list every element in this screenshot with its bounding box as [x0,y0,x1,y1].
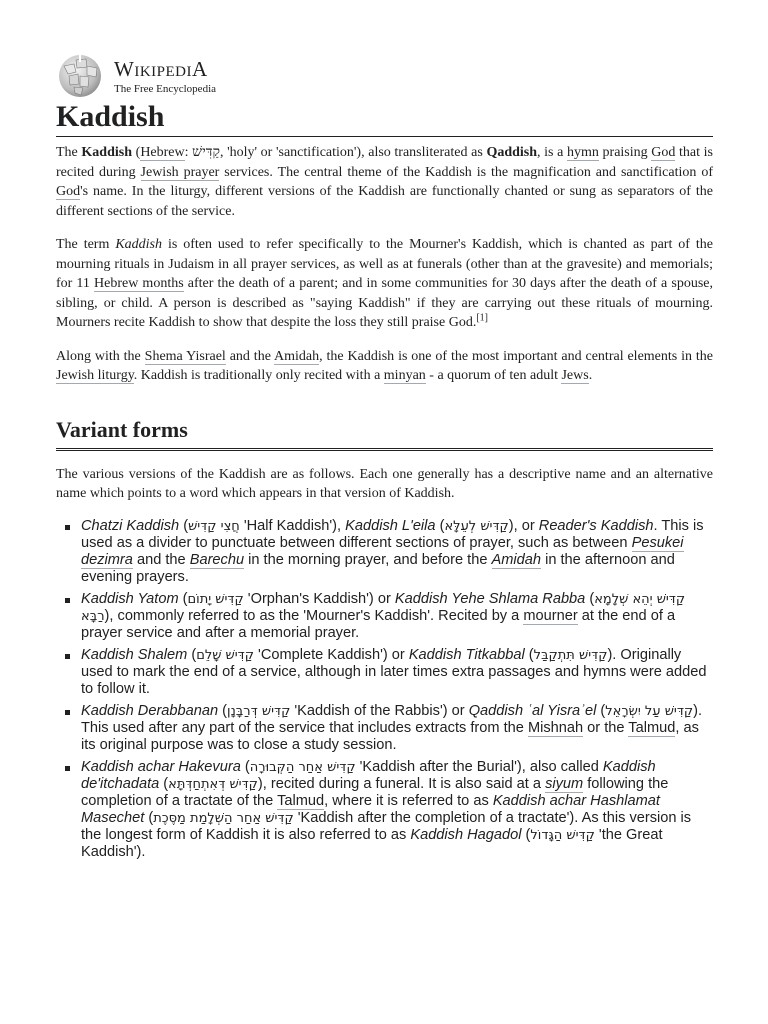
link-god-name[interactable]: God [56,184,81,199]
wikipedia-globe-logo[interactable] [56,54,106,98]
wikipedia-header[interactable] [56,54,713,98]
bold-term-kaddish: Kaddish [81,145,132,160]
bold-term-qaddish: Qaddish [486,145,538,160]
intro-paragraph-3: Along with the Shema Yisrael and the Amidah, the Kaddish is one of the most important and central elements in the Jewish liturgy. Kaddish is traditionally only recited with a minyan - a quorum of ten adult Jews. [56,348,714,383]
intro-paragraph-1: The Kaddish (Hebrew: קַדִּישׁ, 'holy' or 'sanctification'), also transliterated as Qaddish, is a hymn praising God that is recited during Jewish prayer services. The central theme of the Kaddish is the magnification and sanctification of God's name. In the liturgy, different versions of the Kaddish are functionally chanted or sung as separators of the different sections of the service. [56,145,714,219]
list-item: Kaddish Shalem (קַדִּישׁ שָׁלֵם 'Complete Kaddish') or Kaddish Titkabbal (קַדִּישׁ תִּתְקַבַּל). Originally used to mark the end of a service, although in later times extra passages and hymns were added to follow it. [81,647,713,698]
link-hebrew[interactable]: Hebrew [140,145,185,160]
section-intro-paragraph: The various versions of the Kaddish are as follows. Each one generally has a descriptive name and an alternative name which points to a word which appears in that version of Kaddish. [56,466,713,501]
reference-1[interactable]: [1] [476,312,488,324]
page [56,54,713,866]
link-shema-yisrael[interactable]: Shema Yisrael [144,348,226,364]
link-hebrew-months[interactable]: Hebrew months [94,276,184,291]
list-item: Kaddish achar Hakevura (קַדִּישׁ אַחַר הַקְּבוּרָה 'Kaddish after the Burial'), also called Kaddish de'itchadata (קַדִּישׁ דְּאִתְחַדְּתָּא), recited during a funeral. It is also said at a siyum following the completion of a tractate of the Talmud, where it is referred to as Kaddish achar Hashlamat Masechet (קַדִּישׁ אַחַר הַשְׁלָמַת מַסֶּכֶת 'Kaddish after the completion of a tractate'). As this version is the longest form of Kaddish it is also referred to as Kaddish Hagadol (קַדִּישׁ הַגָּדוֹל 'the Great Kaddish'). [81,759,713,861]
link-minyan[interactable]: minyan [383,368,426,383]
link-barechu[interactable]: Barechu [189,551,245,568]
link-jews[interactable]: Jews [561,368,589,383]
intro-paragraph-2: The term Kaddish is often used to refer specifically to the Mourner's Kaddish, which is chanted as part of the mourning rituals in Judaism in all prayer services, as well as at funerals (other than at the gravesite) and memorials; for 11 Hebrew months after the death of a parent; and in some communities for 30 days after the death of a spouse, sibling, or child. A person is described as "saying Kaddish" if they are carrying out these rituals of mourning. Mourners recite Kaddish to show that despite the loss they still praise God.[1] [56,237,714,330]
link-pesukei-dezimra[interactable]: Pesukei dezimra [81,534,684,568]
variant-list [56,518,713,861]
link-talmud-siyum[interactable]: Talmud [277,792,325,809]
link-amidah-variant[interactable]: Amidah [491,551,542,568]
link-talmud[interactable]: Talmud [628,719,676,736]
link-jewish-prayer[interactable]: Jewish prayer [140,164,220,180]
wikipedia-wordmark[interactable] [114,58,216,95]
list-item: Chatzi Kaddish (חֲצִי קַדִּישׁ 'Half Kaddish'), Kaddish L'eila (קַדִּישׁ לְעֵלָּא), or Reader's Kaddish. This is used as a divider to punctuate between different sections of prayer, such as between Pesukei dezimra and the Barechu in the morning prayer, and before the Amidah in the afternoon and evening prayers. [81,518,713,586]
list-item: Kaddish Yatom (קַדִּישׁ יָתוֹם 'Orphan's Kaddish') or Kaddish Yehe Shlama Rabba (קַדִּישׁ יְהֵא שְׁלָמָא רַבָּא), commonly referred to as the 'Mourner's Kaddish'. Recited by a mourner at the end of a prayer service and after a memorial prayer. [81,591,713,642]
link-jewish-liturgy[interactable]: Jewish liturgy [56,368,134,383]
page-title: Kaddish [56,100,713,137]
link-god[interactable]: God [651,145,676,160]
wordmark-name: WIKIPEDIA [114,56,208,81]
link-mishnah[interactable]: Mishnah [527,719,584,736]
link-mourner[interactable]: mourner [523,607,578,624]
wordmark-tagline: The Free Encyclopedia [114,82,217,95]
list-item: Kaddish Derabbanan (קַדִּישׁ דְּרַבָּנָן 'Kaddish of the Rabbis') or Qaddish ʿal Yisraʾel (קַדִּישׁ עַל יִשְׂרָאֵל). This used after any part of the service that includes extracts from the Mishnah or the Talmud, as its original purpose was to close a study session. [81,703,713,754]
section-heading-variant-forms: Variant forms [56,416,713,451]
link-hymn[interactable]: hymn [567,145,599,160]
link-amidah[interactable]: Amidah [274,348,320,364]
link-siyum[interactable]: siyum [545,775,584,792]
